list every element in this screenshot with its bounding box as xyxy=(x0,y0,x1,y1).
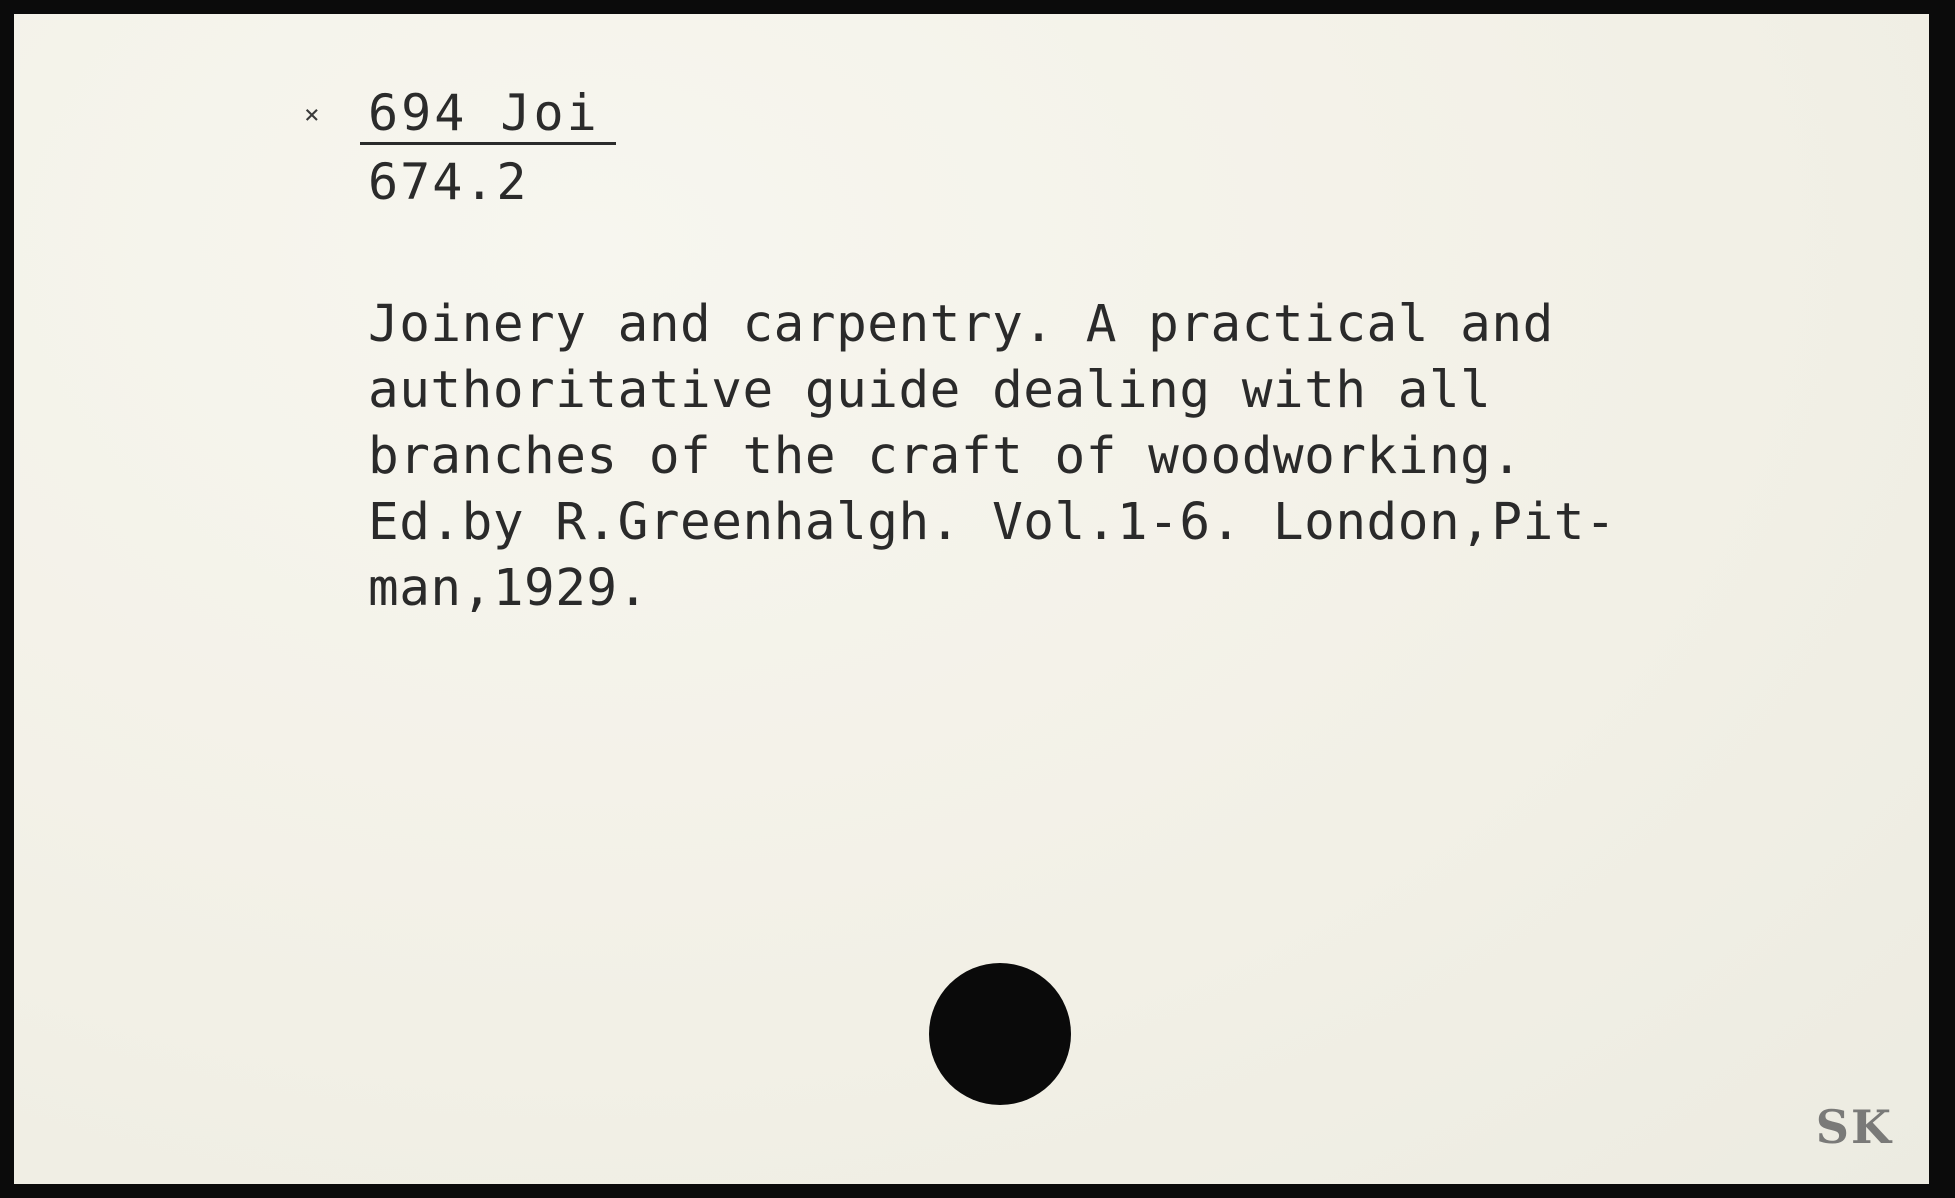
entry-line: man,1929. xyxy=(368,559,649,618)
entry-line: Joinery and carpentry. A practical and xyxy=(368,295,1554,354)
call-number-primary: 694 Joi xyxy=(368,84,600,142)
entry-line: Ed.by R.Greenhalgh. Vol.1-6. London,Pit- xyxy=(368,493,1617,552)
entry-line: branches of the craft of woodworking. xyxy=(368,427,1523,486)
bibliographic-entry xyxy=(368,292,1788,622)
call-number xyxy=(368,84,616,211)
call-number-secondary: 674.2 xyxy=(368,153,529,211)
cataloger-initials: SK xyxy=(1815,1100,1893,1154)
check-mark-icon: × xyxy=(304,100,320,130)
entry-line: authoritative guide dealing with all xyxy=(368,361,1492,420)
punch-hole xyxy=(929,963,1071,1105)
catalog-card xyxy=(14,14,1929,1184)
